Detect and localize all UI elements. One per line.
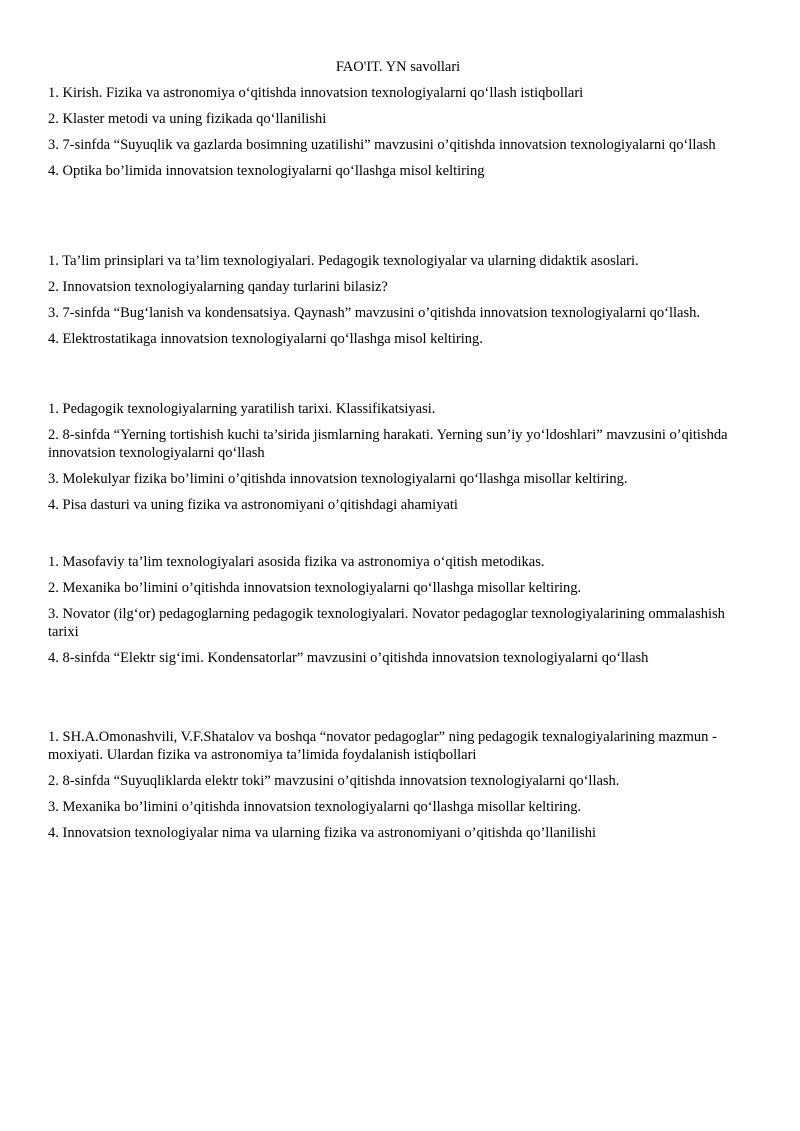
question-group-5 — [48, 728, 748, 842]
question-item: 2. Mexanika bo’limini o’qitishda innovatsion texnologiyalarni qo‘llashga misollar keltiring. — [48, 580, 582, 596]
question-item: 3. 7-sinfda “Bug‘lanish va kondensatsiya. Qaynash” mavzusini o’qitishda innovatsion texnologiyalarni qo‘llash. — [48, 305, 700, 321]
question-group-1 — [48, 84, 748, 180]
question-group-2 — [48, 252, 748, 348]
question-item: 3. 7-sinfda “Suyuqlik va gazlarda bosimning uzatilishi” mavzusini o’qitishda innovatsion texnologiyalarni qo‘llash — [48, 137, 716, 153]
question-item: 3. Mexanika bo’limini o’qitishda innovatsion texnologiyalarni qo‘llashga misollar keltiring. — [48, 799, 582, 815]
question-item: 4. Elektrostatikaga innovatsion texnologiyalarni qo‘llashga misol keltiring. — [48, 331, 483, 347]
question-item: 4. Optika bo’limida innovatsion texnologiyalarni qo‘llashga misol keltiring — [48, 163, 485, 179]
question-item: 1. Kirish. Fizika va astronomiya o‘qitishda innovatsion texnologiyalarni qo‘llash istiqbollari — [48, 85, 584, 101]
question-group-3 — [48, 400, 748, 514]
question-item: 2. 8-sinfda “Yerning tortishish kuchi ta’sirida jismlarning harakati. Yerning sun’iy yo‘ldoshlari” mavzusini o’qitishda innovatsion texnologiyalarni qo‘llash — [48, 427, 728, 461]
question-item: 3. Novator (ilg‘or) pedagoglarning pedagogik texnologiyalari. Novator pedagoglar texnologiyalarining ommalashish tarixi — [48, 606, 725, 640]
question-item: 1. Pedagogik texnologiyalarning yaratilish tarixi. Klassifikatsiyasi. — [48, 401, 436, 417]
question-item: 2. Innovatsion texnologiyalarning qanday turlarini bilasiz? — [48, 279, 388, 295]
question-item: 4. 8-sinfda “Elektr sig‘imi. Kondensatorlar” mavzusini o’qitishda innovatsion texnologiyalarni qo‘llash — [48, 650, 649, 666]
question-item: 1. Masofaviy ta’lim texnologiyalari asosida fizika va astronomiya o‘qitish metodikas. — [48, 554, 545, 570]
question-item: 2. 8-sinfda “Suyuqliklarda elektr toki” mavzusini o’qitishda innovatsion texnologiyalarni qo‘llash. — [48, 773, 620, 789]
question-item: 2. Klaster metodi va uning fizikada qo‘llanilishi — [48, 111, 327, 127]
question-item: 1. Ta’lim prinsiplari va ta’lim texnologiyalari. Pedagogik texnologiyalar va ularning didaktik asoslari. — [48, 253, 639, 269]
question-item: 3. Molekulyar fizika bo’limini o’qitishda innovatsion texnologiyalarni qo‘llashga misollar keltiring. — [48, 471, 628, 487]
document-title: FAO'IT. YN savollari — [335, 59, 461, 75]
question-item: 4. Innovatsion texnologiyalar nima va ularning fizika va astronomiyani o’qitishda qo’llanilishi — [48, 825, 597, 841]
question-item: 1. SH.A.Omonashvili, V.F.Shatalov va boshqa “novator pedagoglar” ning pedagogik texnalogiyalarining mazmun - moxiyati. Ulardan fizika va astronomiya ta’limida foydalanish istiqbollari — [48, 729, 717, 763]
question-item: 4. Pisa dasturi va uning fizika va astronomiyani o’qitishdagi ahamiyati — [48, 497, 458, 513]
question-group-4 — [48, 553, 748, 667]
